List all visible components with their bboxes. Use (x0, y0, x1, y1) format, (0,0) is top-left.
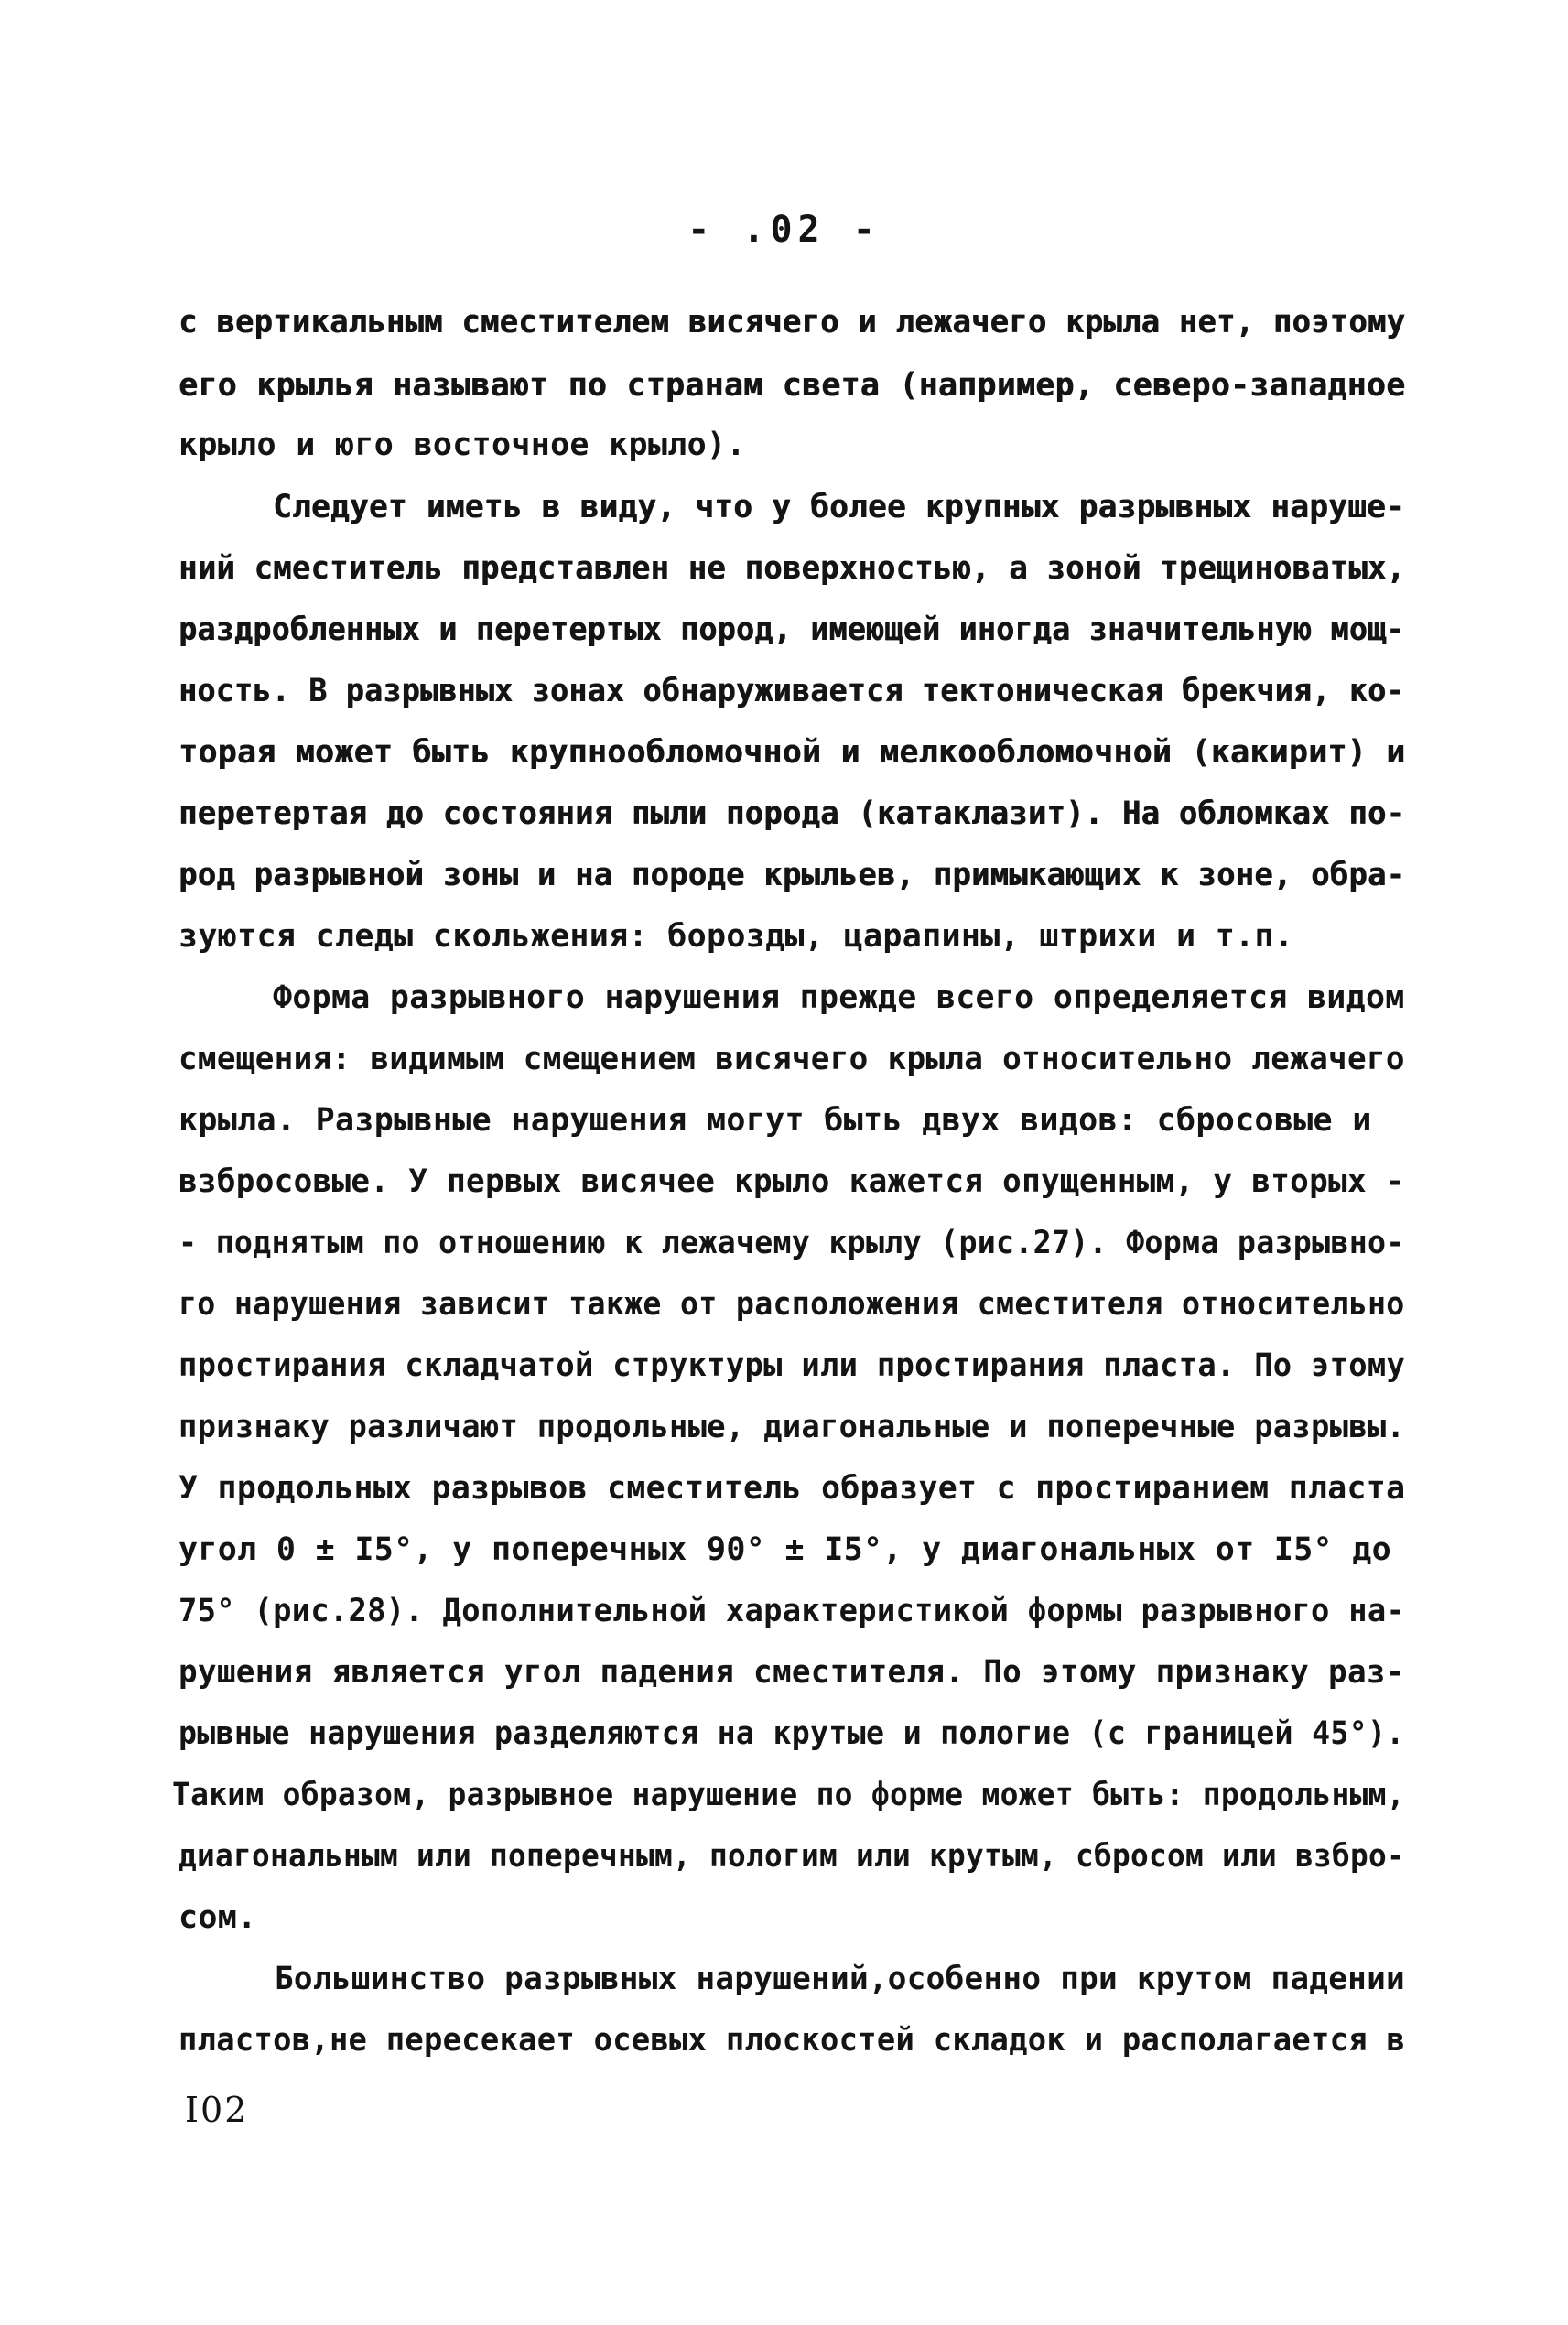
page-header: - .02 - (687, 209, 881, 251)
text-line: взбросовые. У первых висячее крыло кажется опущенным, у вторых - (178, 1163, 1405, 1200)
text-line: торая может быть крупнообломочной и мелкообломочной (какирит) и (178, 734, 1406, 771)
text-line: угол 0 ± I5°, у поперечных 90° ± I5°, у диагональных от I5° до (178, 1531, 1392, 1568)
text-line: рушения является угол падения сместителя. По этому признаку раз- (178, 1654, 1405, 1691)
text-line: род разрывной зоны и на породе крыльев, примыкающих к зоне, обра- (178, 857, 1406, 893)
text-line: простирания складчатой структуры или простирания пласта. По этому (178, 1347, 1406, 1384)
text-line: крыло и юго восточное крыло). (178, 427, 746, 463)
text-line: ность. В разрывных зонах обнаруживается тектоническая брекчия, ко- (178, 673, 1405, 709)
text-line: ний сместитель представлен не поверхностью, а зоной трещиноватых, (178, 550, 1406, 587)
text-line: 75° (рис.28). Дополнительной характеристикой формы разрывного на- (178, 1593, 1406, 1629)
text-line: зуются следы скольжения: борозды, царапины, штрихи и т.п. (178, 918, 1294, 955)
text-line: смещения: видимым смещением висячего крыла относительно лежачего (178, 1041, 1405, 1077)
text-line: крыла. Разрывные нарушения могут быть двух видов: сбросовые и (178, 1102, 1372, 1139)
text-line: - поднятым по отношению к лежачему крылу (рис.27). Форма разрывно- (178, 1225, 1405, 1261)
text-line: признаку различают продольные, диагональные и поперечные разрывы. (178, 1409, 1406, 1445)
text-line: его крылья называют по странам света (например, северо-западное (178, 367, 1406, 404)
text-line: Таким образом, разрывное нарушение по форме может быть: продольным, (172, 1777, 1405, 1813)
text-line: сом. (178, 1899, 257, 1936)
page-number: I02 (185, 2090, 249, 2130)
text-line: рывные нарушения разделяются на крутые и пологие (с границей 45°). (178, 1715, 1405, 1752)
text-line: перетертая до состояния пыли порода (катаклазит). На обломках по- (178, 795, 1406, 832)
text-line: диагональным или поперечным, пологим или крутым, сбросом или взбро- (178, 1838, 1405, 1875)
text-line: пластов,не пересекает осевых плоскостей складок и располагается в (178, 2022, 1406, 2059)
text-line: с вертикальным сместителем висячего и лежачего крыла нет, поэтому (178, 304, 1406, 341)
text-line: Следует иметь в виду, что у более крупных разрывных наруше- (273, 489, 1405, 525)
text-line: У продольных разрывов сместитель образует с простиранием пласта (178, 1470, 1406, 1507)
text-line: Большинство разрывных нарушений,особенно при крутом падении (275, 1961, 1405, 1997)
text-line: Форма разрывного нарушения прежде всего определяется видом (273, 979, 1405, 1016)
text-line: раздробленных и перетертых пород, имеющей иногда значительную мощ- (178, 611, 1405, 648)
text-line: го нарушения зависит также от расположения сместителя относительно (178, 1286, 1405, 1323)
